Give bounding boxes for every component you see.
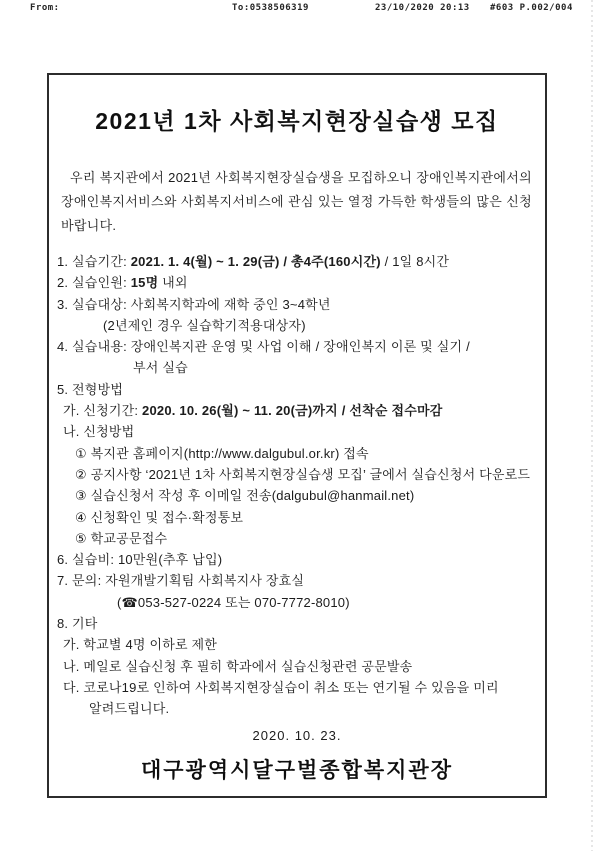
line-text: 4. 실습내용: 장애인복지관 운영 및 사업 이해 / 장애인복지 이론 및 실기 /: [57, 339, 470, 355]
line-text: ⑤ 학교공문접수: [75, 530, 168, 546]
fax-datetime: 23/10/2020 20:13: [375, 3, 470, 13]
fax-from-label: From:: [30, 3, 60, 13]
line-text: 가. 학교별 4명 이하로 제한: [63, 637, 218, 653]
notice-line-contents: [49, 336, 545, 357]
line-text: 1. 실습기간:: [57, 254, 131, 269]
notice-line-contact: [49, 570, 545, 591]
notice-border-box: [47, 73, 547, 798]
notice-line-step5-document: [49, 528, 545, 549]
notice-line-step4-confirm: [49, 507, 545, 528]
line-text: 내외: [158, 275, 188, 291]
notice-title: 2021년 1차 사회복지현장실습생 모집: [95, 108, 499, 134]
fax-to-number: To:0538506319: [232, 3, 309, 13]
notice-line-etc-limit: [49, 634, 545, 655]
line-text-bold: 2021. 1. 4(월) ~ 1. 29(금) / 총4주(160시간): [130, 254, 381, 269]
notice-signature: 대구광역시달구벌종합복지관장: [140, 758, 453, 782]
notice-body: [49, 251, 545, 720]
line-text: ② 공지사항 ‘2021년 1차 사회복지현장실습생 모집’ 글에서 실습신청서 다운로드: [75, 466, 531, 482]
line-text: / 1일 8시간: [380, 254, 450, 269]
line-text: 8. 기타: [57, 616, 98, 632]
notice-line-step2-download: [49, 464, 545, 485]
line-text: (2년제인 경우 실습학기적용대상자): [103, 317, 306, 333]
line-text-bold: 2020. 10. 26(월) ~ 11. 20(금)까지 / 선착순 접수마감: [142, 403, 443, 419]
line-text: ③ 실습신청서 작성 후 이메일 전송(dalgubul@hanmail.net): [75, 488, 415, 504]
notice-line-contents-wrap: [49, 357, 545, 378]
notice-line-selection-method: [49, 379, 545, 400]
notice-line-etc: [49, 613, 545, 634]
fax-page-counter: #603 P.002/004: [490, 3, 573, 13]
notice-line-step1-website: [49, 443, 545, 464]
line-text: 3. 실습대상: 사회복지학과에 재학 중인 3~4학년: [57, 296, 331, 312]
notice-line-application-period: [49, 400, 545, 421]
line-text: 알려드립니다.: [89, 701, 170, 717]
line-text: 2. 실습인원:: [57, 275, 131, 291]
line-text: 나. 메일로 실습신청 후 필히 학과에서 실습신청관련 공문발송: [63, 658, 413, 674]
notice-date: 2020. 10. 23.: [252, 727, 342, 743]
line-text: 6. 실습비: 10만원(추후 납입): [57, 552, 223, 568]
notice-line-fee: [49, 549, 545, 570]
line-text: 가. 신청기간:: [63, 403, 143, 419]
notice-line-etc-covid-wrap: [49, 698, 545, 719]
line-text: (☎053-527-0224 또는 070-7772-8010): [117, 594, 350, 610]
notice-line-etc-official-doc: [49, 656, 545, 677]
notice-line-headcount: [49, 272, 545, 293]
notice-line-phone-numbers: [49, 592, 545, 613]
notice-intro-paragraph: 우리 복지관에서 2021년 사회복지현장실습생을 모집하오니 장애인복지관에서의 장애인복지서비스와 사회복지서비스에 관심 있는 열정 가득한 학생들의 많은 신청 바랍니다.: [61, 170, 532, 233]
scan-artifact-line: [591, 0, 593, 851]
line-text: ① 복지관 홈페이지(http://www.dalgubul.or.kr) 접속: [75, 445, 369, 461]
notice-line-eligibility: [49, 294, 545, 315]
notice-line-etc-covid: [49, 677, 545, 698]
fax-transmission-header: [0, 3, 610, 17]
line-text: 7. 문의: 자원개발기획팀 사회복지사 장효실: [57, 573, 305, 589]
line-text: ④ 신청확인 및 접수·확정통보: [75, 509, 244, 525]
line-text: 다. 코로나19로 인하여 사회복지현장실습이 취소 또는 연기될 수 있음을 미리: [63, 679, 499, 695]
notice-line-application-how: [49, 421, 545, 442]
notice-line-step3-email: [49, 485, 545, 506]
line-text-bold: 15명: [130, 275, 159, 291]
notice-line-practice-period: [49, 251, 545, 272]
line-text: 5. 전형방법: [57, 381, 124, 397]
notice-line-eligibility-note: [49, 315, 545, 336]
line-text: 나. 신청방법: [63, 424, 135, 440]
line-text: 부서 실습: [133, 360, 188, 376]
